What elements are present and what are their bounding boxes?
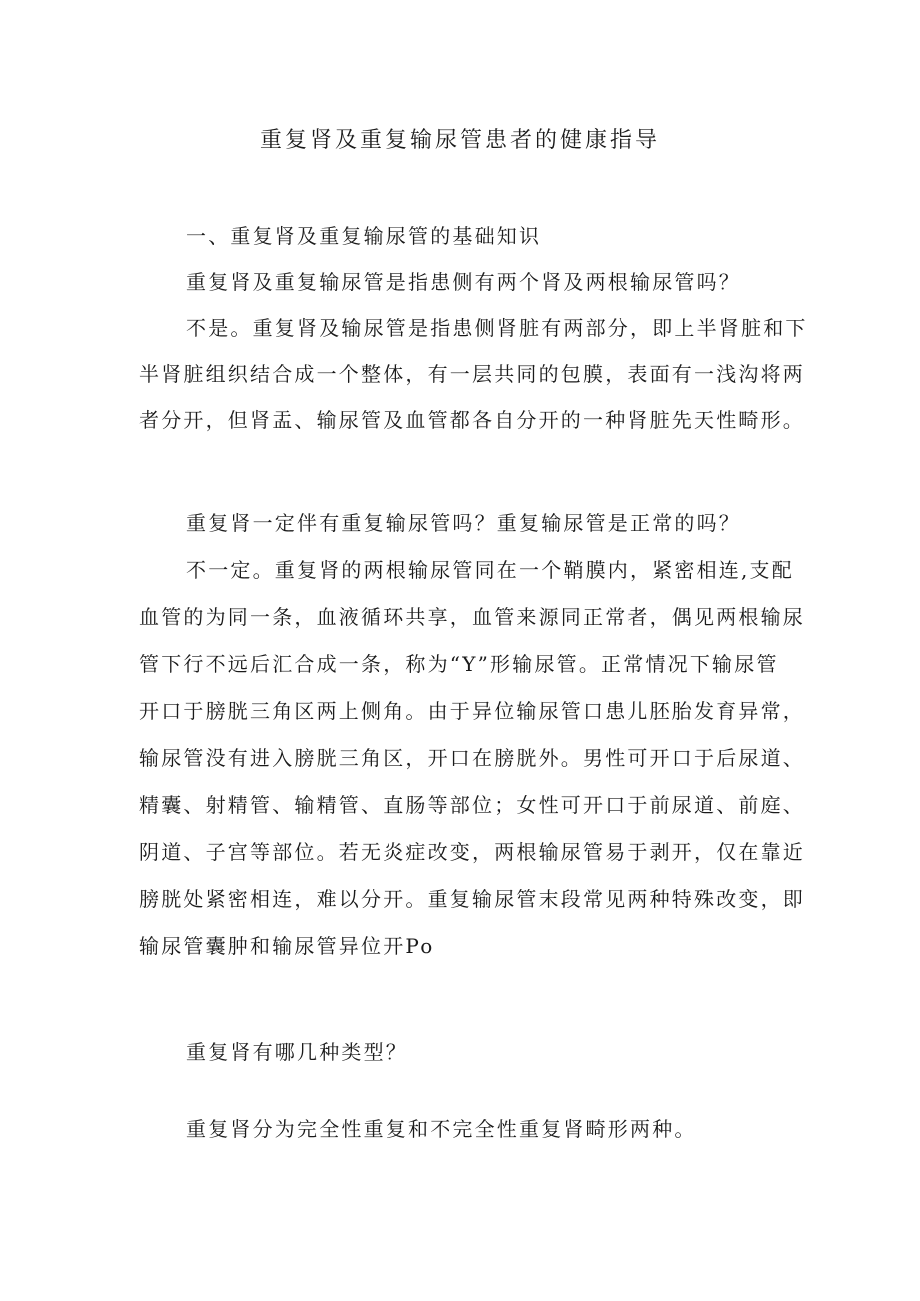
answer-2-line: 阴道、子宫等部位。若无炎症改变，两根输尿管易于剥开，仅在靠近 xyxy=(139,840,805,864)
question-2: 重复肾一定伴有重复输尿管吗？重复输尿管是正常的吗？ xyxy=(186,511,741,535)
section-heading: 一、重复肾及重复输尿管的基础知识 xyxy=(186,224,542,248)
question-1: 重复肾及重复输尿管是指患侧有两个肾及两根输尿管吗？ xyxy=(186,270,741,294)
answer-2-line: 精囊、射精管、输精管、直肠等部位；女性可开口于前尿道、前庭、 xyxy=(139,793,805,817)
document-title: 重复肾及重复输尿管患者的健康指导 xyxy=(259,128,660,153)
answer-1-line: 不是。重复肾及输尿管是指患侧肾脏有两部分，即上半肾脏和下 xyxy=(186,316,808,340)
answer-2-line: 开口于膀胱三角区两上侧角。由于异位输尿管口患儿胚胎发育异常， xyxy=(139,699,805,723)
answer-2-line: 输尿管没有进入膀胱三角区，开口在膀胱外。男性可开口于后尿道、 xyxy=(139,746,805,770)
question-3: 重复肾有哪几种类型？ xyxy=(186,1040,408,1064)
answer-3: 重复肾分为完全性重复和不完全性重复肾畸形两种。 xyxy=(186,1117,697,1141)
answer-1-line: 半肾脏组织结合成一个整体，有一层共同的包膜，表面有一浅沟将两 xyxy=(139,362,805,386)
answer-2-line: 管下行不远后汇合成一条，称为“Y”形输尿管。正常情况下输尿管 xyxy=(139,652,779,676)
answer-2-line: 输尿管囊肿和输尿管异位开Po xyxy=(139,934,435,958)
answer-2-line: 膀胱处紧密相连，难以分开。重复输尿管末段常见两种特殊改变，即 xyxy=(139,887,805,911)
answer-2-line: 不一定。重复肾的两根输尿管同在一个鞘膜内，紧密相连,支配 xyxy=(186,558,794,582)
answer-1-line: 者分开，但肾盂、输尿管及血管都各自分开的一种肾脏先天性畸形。 xyxy=(139,408,805,432)
answer-2-line: 血管的为同一条，血液循环共享，血管来源同正常者，偶见两根输尿 xyxy=(139,605,805,629)
